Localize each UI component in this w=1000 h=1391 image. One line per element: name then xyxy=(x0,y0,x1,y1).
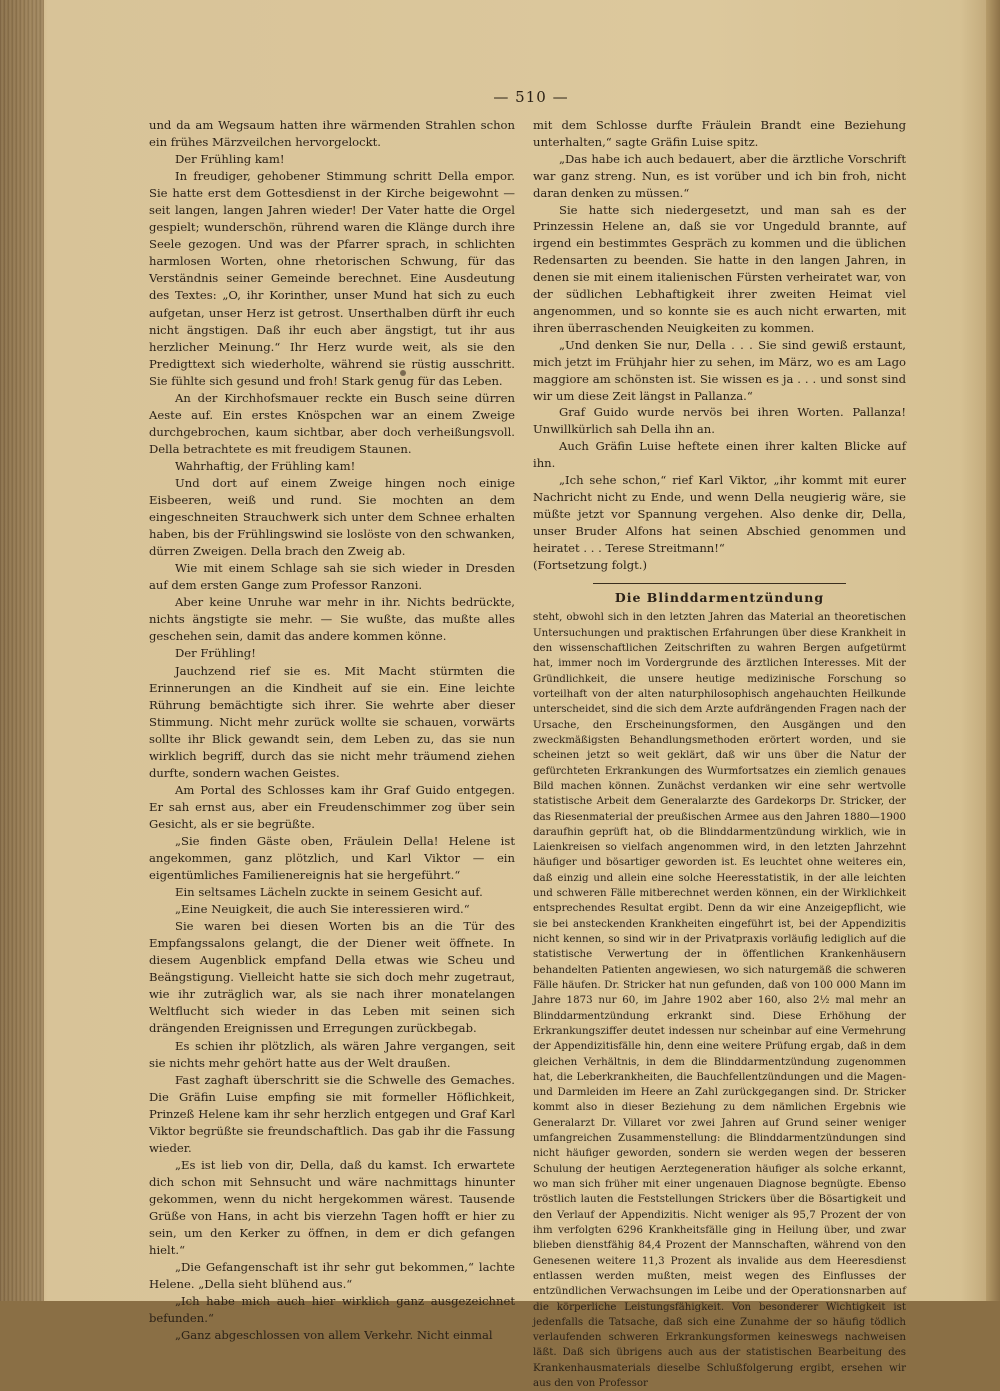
paragraph: Und dort auf einem Zweige hingen noch einige Eisbeeren, weiß und rund. Sie mochten an dem eingeschneiten Strauchwerk sich unter dem Schnee erhalten haben, bis der Frühlingswind sie loslöste von den schwanken, dürren Zweigen. Della brach den Zweig ab. xyxy=(149,475,515,559)
paragraph: Graf Guido wurde nervös bei ihren Worten. Pallanza! Unwillkürlich sah Della ihn an. xyxy=(533,405,906,437)
paragraph: Sie waren bei diesen Worten bis an die Tür des Empfangssalons gelangt, die der Diener weit öffnete. In diesem Augenblick empfand Della etwas wie Scheu und Beängstigung. Vielleicht hatte sie sich doch mehr zugetraut, wie ihr zuträglich war, als sie nach ihrer monatelangen Weltflucht sich wieder in das Leben mit seinen sich drängenden Ereignissen und Erregungen zurückbegab. xyxy=(149,919,515,1036)
section-divider xyxy=(593,583,846,584)
paragraph: mit dem Schlosse durfte Fräulein Brandt eine Beziehung unterhalten,“ sagte Gräfin Luise spitz. xyxy=(533,118,906,149)
paragraph: Der Frühling kam! xyxy=(175,152,285,167)
paragraph: „Ich habe mich auch hier wirklich ganz ausgezeichnet befunden.“ xyxy=(149,1294,515,1326)
page-number: — 510 — xyxy=(493,88,569,106)
paragraph: Sie hatte sich niedergesetzt, und man sah es der Prinzessin Helene an, daß sie vor Ungeduld brannte, auf irgend ein bestimmtes Gespräch zu kommen und die üblichen Redensarten zu beenden. Sie hatte in den langen Jahren, in denen sie mit einem italienischen Fürsten verheiratet war, von der südlichen Lebhaftigkeit ihrer zweiten Heimat viel angenommen, und so konnte sie es auch nicht erwarten, mit ihren überraschenden Neuigkeiten zu kommen. xyxy=(533,202,906,335)
right-column xyxy=(533,117,906,1391)
continuation-note: (Fortsetzung folgt.) xyxy=(533,557,648,572)
paragraph: „Ganz abgeschlossen von allem Verkehr. Nicht einmal xyxy=(175,1328,493,1343)
paragraph: Jauchzend rief sie es. Mit Macht stürmten die Erinnerungen an die Kindheit auf sie ein. Eine leichte Rührung bemächtigte sich ihrer. Sie wehrte aber dieser Stimmung. Nicht mehr zurück wollte sie schauen, vorwärts sollte ihr Blick gewandt sein, dem Leben zu, das sie nun wirklich begriff, durch das sie nicht mehr träumend ziehen durfte, sondern wachen Geistes. xyxy=(149,663,515,780)
paragraph: „Das habe ich auch bedauert, aber die ärztliche Vorschrift war ganz streng. Nun, es ist vorüber und ich bin froh, nicht daran denken zu müssen.“ xyxy=(533,151,906,200)
paragraph: und da am Wegsaum hatten ihre wärmenden Strahlen schon ein frühes Märzveilchen hervorgelockt. xyxy=(149,118,515,150)
paragraph: „Es ist lieb von dir, Della, daß du kamst. Ich erwartete dich schon mit Sehnsucht und wäre nachmittags hinunter gekommen, wenn du nicht hergekommen wärest. Tausende Grüße von Hans, in acht bis vierzehn Tagen hofft er hier zu sein, um den Kerker zu öffnen, in dem er dich gefangen hielt.“ xyxy=(149,1157,515,1258)
paragraph: Wie mit einem Schlage sah sie sich wieder in Dresden auf dem ersten Gange zum Professor Ranzoni. xyxy=(149,561,515,593)
paragraph: „Und denken Sie nur, Della . . . Sie sind gewiß erstaunt, mich jetzt im Frühjahr hier zu sehen, im März, wo es am Lago maggiore am schönsten ist. Sie wissen es ja . . . und sonst sind wir um diese Zeit längst in Pallanza.“ xyxy=(533,337,906,403)
article-body xyxy=(533,610,906,1391)
paragraph: „Sie finden Gäste oben, Fräulein Della! Helene ist angekommen, ganz plötzlich, und Karl Viktor — ein eigentümliches Familienereignis hat sie hergeführt.“ xyxy=(149,833,515,883)
paragraph: An der Kirchhofsmauer reckte ein Busch seine dürren Aeste auf. Ein erstes Knöspchen war an einem Zweige durchgebrochen, kaum sichtbar, aber doch verheißungsvoll. Della betrachtete es mit freudigem Staunen. xyxy=(149,390,515,456)
paragraph: Aber keine Unruhe war mehr in ihr. Nichts bedrückte, nichts ängstigte sie mehr. — Sie wußte, das mußte alles geschehen sein, damit das andere kommen könne. xyxy=(149,595,515,644)
paragraph: Der Frühling! xyxy=(175,646,256,661)
paragraph: Am Portal des Schlosses kam ihr Graf Guido entgegen. Er sah ernst aus, aber ein Freudenschimmer zog über sein Gesicht, als er sie begrüßte. xyxy=(149,782,515,831)
paragraph: „Eine Neuigkeit, die auch Sie interessieren wird.“ xyxy=(175,902,470,917)
paragraph: In freudiger, gehobener Stimmung schritt Della empor. Sie hatte erst dem Gottesdienst in der Kirche beigewohnt — seit langen, langen Jahren wieder! Der Vater hatte die Orgel gespielt; wunderschön, rührend waren die Klänge durch ihre Seele gezogen. Und was der Pfarrer sprach, in schlichten harmlosen Worten, ohne rhetorischen Schwung, für das Verständnis seiner Gemeinde berechnet. Eine Ausdeutung des Textes: „O, ihr Korinther, unser Mund hat sich zu euch aufgetan, unser Herz ist getrost. Unserthalben dürft ihr euch nicht ängstigen. Daß ihr euch aber ängstigt, tut ihr aus herzlicher Meinung.“ Ihr Herz wurde weit, als sie den Predigttext sich wiederholte, während sie rüstig ausschritt. Sie fühlte sich gesund und froh! Stark genug für das Leben. xyxy=(149,169,515,388)
paragraph: Es schien ihr plötzlich, als wären Jahre vergangen, seit sie nichts mehr gehört hatte aus der Welt draußen. xyxy=(149,1038,515,1070)
left-column xyxy=(149,117,515,1344)
paragraph: Ein seltsames Lächeln zuckte in seinem Gesicht auf. xyxy=(175,885,483,900)
article-paragraph: steht, obwohl sich in den letzten Jahren das Material an theoretischen Untersuchungen und praktischen Erfahrungen über diese Krankheit in den wissenschaftlichen Zeitschriften zu wahren Bergen aufgetürmt hat, immer noch im Vordergrunde des ärztlichen Interesses. Mit der Gründlichkeit, die unsere heutige medizinische Forschung so vorteilhaft von der alten naturphilosophisch angehauchten Heilkunde unterscheidet, sind die sich dem Arzte aufdrängenden Fragen nach der Ursache, den Erscheinungsformen, den Ausgängen und den zweckmäßigsten Behandlungsmethoden erörtert worden, und sie scheinen jetzt so weit geklärt, daß wir uns über die Natur der gefürchteten Erkrankungen des Wurmfortsatzes ein ziemlich genaues Bild machen können. Zunächst verdanken wir eine sehr wertvolle statistische Arbeit dem Generalarzte des Gardekorps Dr. Stricker, der das Riesenmaterial der preußischen Armee aus den Jahren 1880—1900 daraufhin geprüft hat, ob die Blinddarmentzündung wirklich, wie in Laienkreisen so vielfach angenommen wird, in den letzten Jahrzehnt häufiger und bösartiger geworden ist. Es leuchtet ohne weiteres ein, daß einzig und allein eine solche Heeresstatistik, in der alle leichten und schweren Fälle mitberechnet werden können, ein der Wirklichkeit entsprechendes Resultat ergibt. Denn da wir eine Anzeigepflicht, wie sie bei ansteckenden Krankheiten eingeführt ist, bei der Appendizitis nicht kennen, so sind wir in der Privatpraxis vorläufig lediglich auf die statistische Verwertung der in öffentlichen Krankenhäusern behandelten Patienten angewiesen, wo sich naturgemäß die schweren Fälle häufen. Dr. Stricker hat nun gefunden, daß von 100 000 Mann im Jahre 1873 nur 60, im Jahre 1902 aber 160, also 2½ mal mehr an Blinddarmentzündung erkrankt sind. Diese Erhöhung der Erkrankungsziffer deutet indessen nur scheinbar auf eine Vermehrung der Appendizitisfälle hin, denn eine weitere Prüfung ergab, daß in dem gleichen Verhältnis, in dem die Blinddarmentzündung zugenommen hat, die Leberkrankheiten, die Bauchfellentzündungen und die Magen- und Darmleiden im Heere an Zahl zurückgegangen sind. Dr. Stricker kommt also in dieser Beziehung zu dem nämlichen Ergebnis wie Generalarzt Dr. Villaret vor zwei Jahren auf Grund seiner weniger umfangreichen Zusammenstellung: die Blinddarmentzündungen sind nicht häufiger geworden, sondern sie werden wegen der besseren Schulung der heutigen Aerztegeneration häufiger als solche erkannt, wo man sich früher mit einer ungenauen Diagnose begnügte. Ebenso tröstlich lauten die Feststellungen Strickers über die Bösartigkeit und den Verlauf der Appendizitis. Nicht weniger als 95,7 Prozent der von ihm verfolgten 6296 Krankheitsfälle ging in Heilung über, und zwar blieben dienstfähig 84,4 Prozent der Mannschaften, während von den Genesenen weitere 11,3 Prozent als invalide aus dem Heeresdienst entlassen werden mußten, meist wegen des Einflusses der entzündlichen Verwachsungen im Leibe und der Operationsnarben auf die körperliche Leistungsfähigkeit. Von besonderer Wichtigkeit ist jedenfalls die Tatsache, daß sich eine Zunahme der so häufig tödlich verlaufenden schweren Erkrankungsformen keineswegs nachweisen läßt. Daß sich übrigens auch aus der statistischen Bearbeitung des Krankenhausmaterials dieselbe Schlußfolgerung ergibt, ersehen wir aus den von Professor xyxy=(533,611,906,1390)
paragraph: Fast zaghaft überschritt sie die Schwelle des Gemaches. Die Gräfin Luise empfing sie mit formeller Höflichkeit, Prinzeß Helene kam ihr sehr herzlich entgegen und Graf Karl Viktor begrüßte sie freundschaftlich. Das gab ihr die Fassung wieder. xyxy=(149,1072,515,1155)
book-page-edges xyxy=(0,0,44,1301)
paragraph: „Ich sehe schon,“ rief Karl Viktor, „ihr kommt mit eurer Nachricht nicht zu Ende, und wenn Della neugierig wäre, sie müßte jetzt vor Spannung vergehen. Also denke dir, Della, unser Bruder Alfons hat seinen Abschied genommen und heiratet . . . Terese Streitmann!“ xyxy=(533,473,906,555)
article-heading: Die Blinddarmentzündung xyxy=(614,590,825,606)
paragraph: „Die Gefangenschaft ist ihr sehr gut bekommen,“ lachte Helene. „Della sieht blühend aus.“ xyxy=(149,1260,515,1292)
paragraph: Auch Gräfin Luise heftete einen ihrer kalten Blicke auf ihn. xyxy=(533,439,906,471)
paragraph: Wahrhaftig, der Frühling kam! xyxy=(175,458,356,473)
right-page-edge xyxy=(986,0,1000,1301)
